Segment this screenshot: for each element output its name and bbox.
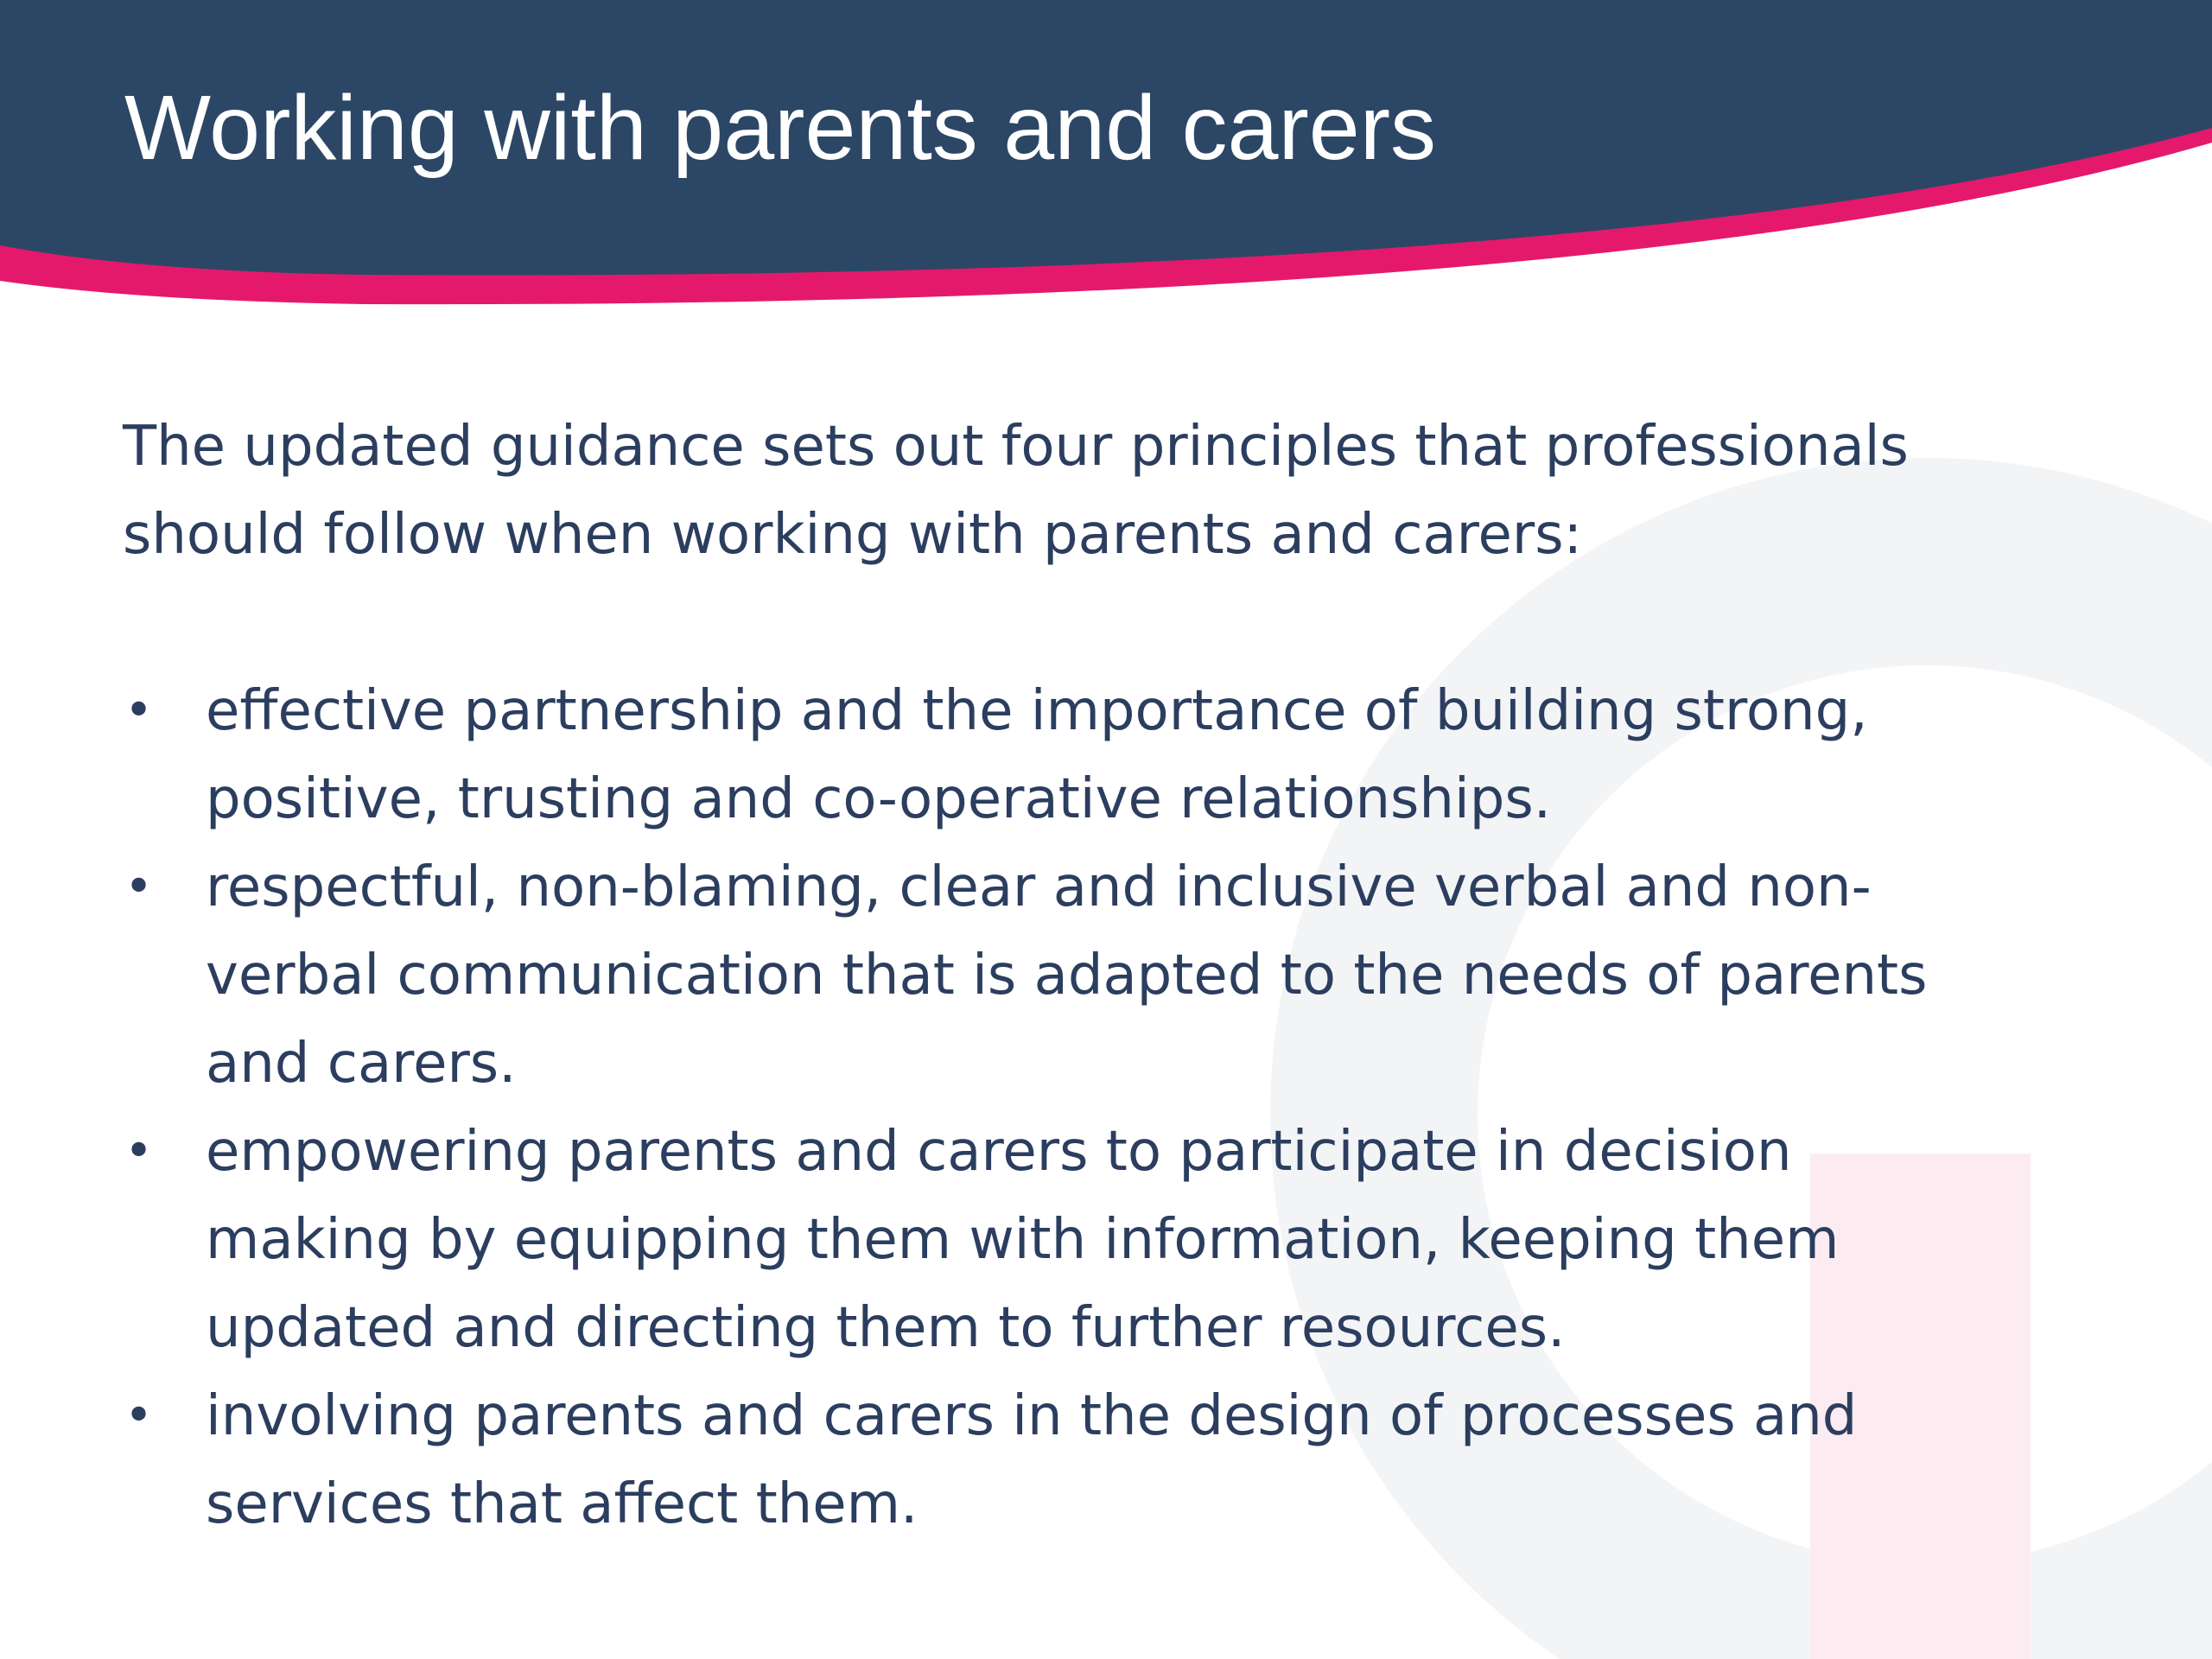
list-item-line: effective partnership and the importance of building strong, bbox=[206, 679, 1868, 743]
list-item-line: empowering parents and carers to participate in decision bbox=[206, 1120, 1792, 1184]
intro-paragraph bbox=[123, 403, 2110, 579]
list-item-involving-parents bbox=[123, 1372, 2110, 1548]
bullet-icon: • bbox=[124, 1388, 154, 1444]
list-item-effective-partnership bbox=[123, 667, 2110, 843]
slide-title: Working with parents and carers bbox=[124, 77, 1437, 179]
bullet-icon: • bbox=[124, 683, 154, 739]
list-item-line: involving parents and carers in the design of processes and bbox=[206, 1384, 1858, 1448]
list-item-line: verbal communication that is adapted to the needs of parents bbox=[206, 944, 1928, 1007]
list-item-line: respectful, non-blaming, clear and inclusive verbal and non- bbox=[206, 855, 1872, 919]
list-item-respectful-communication bbox=[123, 843, 2110, 1108]
slide-body bbox=[123, 403, 2110, 1548]
paragraph-spacer bbox=[123, 579, 2110, 667]
list-item-line: updated and directing them to further resources. bbox=[206, 1296, 1566, 1360]
intro-line: The updated guidance sets out four principles that professionals bbox=[123, 415, 1909, 479]
list-item-line: positive, trusting and co-operative relationships. bbox=[206, 767, 1552, 831]
list-item-empowering-parents bbox=[123, 1108, 2110, 1372]
list-item-line: and carers. bbox=[206, 1032, 517, 1096]
bullet-icon: • bbox=[124, 1123, 154, 1179]
principles-list bbox=[123, 667, 2110, 1548]
list-item-line: services that affect them. bbox=[206, 1472, 918, 1536]
intro-line: should follow when working with parents and carers: bbox=[123, 503, 1583, 567]
bullet-icon: • bbox=[124, 859, 154, 915]
list-item-line: making by equipping them with information, keeping them bbox=[206, 1208, 1840, 1272]
